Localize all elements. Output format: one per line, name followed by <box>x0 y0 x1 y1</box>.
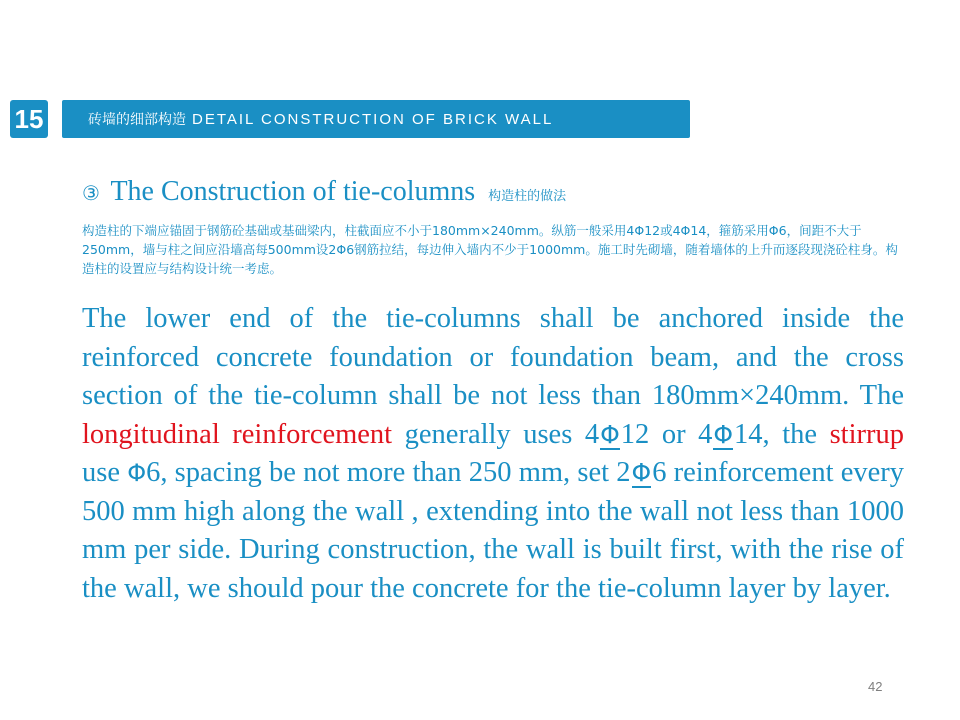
text-run: 12 or 4 <box>620 418 713 450</box>
text-run: use <box>82 457 128 488</box>
highlight-longitudinal-reinforcement: longitudinal reinforcement <box>82 418 393 450</box>
chinese-paragraph: 构造柱的下端应锚固于钢筋砼基础或基础梁内，柱截面应不小于180mm×240mm。纵筋一般采用4Φ12或4Φ14，箍筋采用Φ6，间距不大于250mm，墙与柱之间应沿墙高每500mm设2Φ6钢筋拉结，每边伸入墙内不少于1000mm。施工时先砌墙，随着墙体的上升而逐段现浇砼柱身。构造柱的设置应与结构设计统一考虑。 <box>82 223 898 276</box>
page-number: 42 <box>868 679 883 694</box>
rebar-symbol: Φ <box>713 419 734 449</box>
header-title-en: DETAIL CONSTRUCTION OF BRICK WALL <box>192 110 554 128</box>
section-number-badge: 15 <box>10 100 48 138</box>
circled-number-marker: ③ <box>82 183 100 205</box>
section-subtitle-cn: 构造柱的做法 <box>488 189 567 204</box>
highlight-stirrup: stirrup <box>829 418 904 450</box>
text-run: generally uses 4 <box>392 418 600 450</box>
text-run: 6, spacing be not more than 250 mm, set 2 <box>146 457 631 488</box>
rebar-symbol: Φ <box>600 419 620 449</box>
rebar-symbol: Φ <box>631 458 652 487</box>
text-run: 14, the <box>734 418 830 450</box>
rebar-symbol: Φ <box>127 459 147 487</box>
english-paragraph <box>82 300 904 608</box>
text-run: 6 reinforcement every 500 mm high along the wall , extending into the wall not less than 1000 mm per side. During construction, the wall is built first, with the rise of the wall, we should pour the concrete for the tie-column layer by layer. <box>82 457 904 604</box>
header-banner <box>62 100 690 138</box>
header-title-cn: 砖墙的细部构造 <box>88 112 186 128</box>
text-run: The lower end of the tie-columns shall be anchored inside the reinforced concrete foundation or foundation beam, and the cross section of the tie-column shall be not less than 180mm×240mm. The <box>82 303 904 411</box>
section-title: The Construction of tie-columns <box>110 176 476 207</box>
section-heading <box>82 176 902 208</box>
